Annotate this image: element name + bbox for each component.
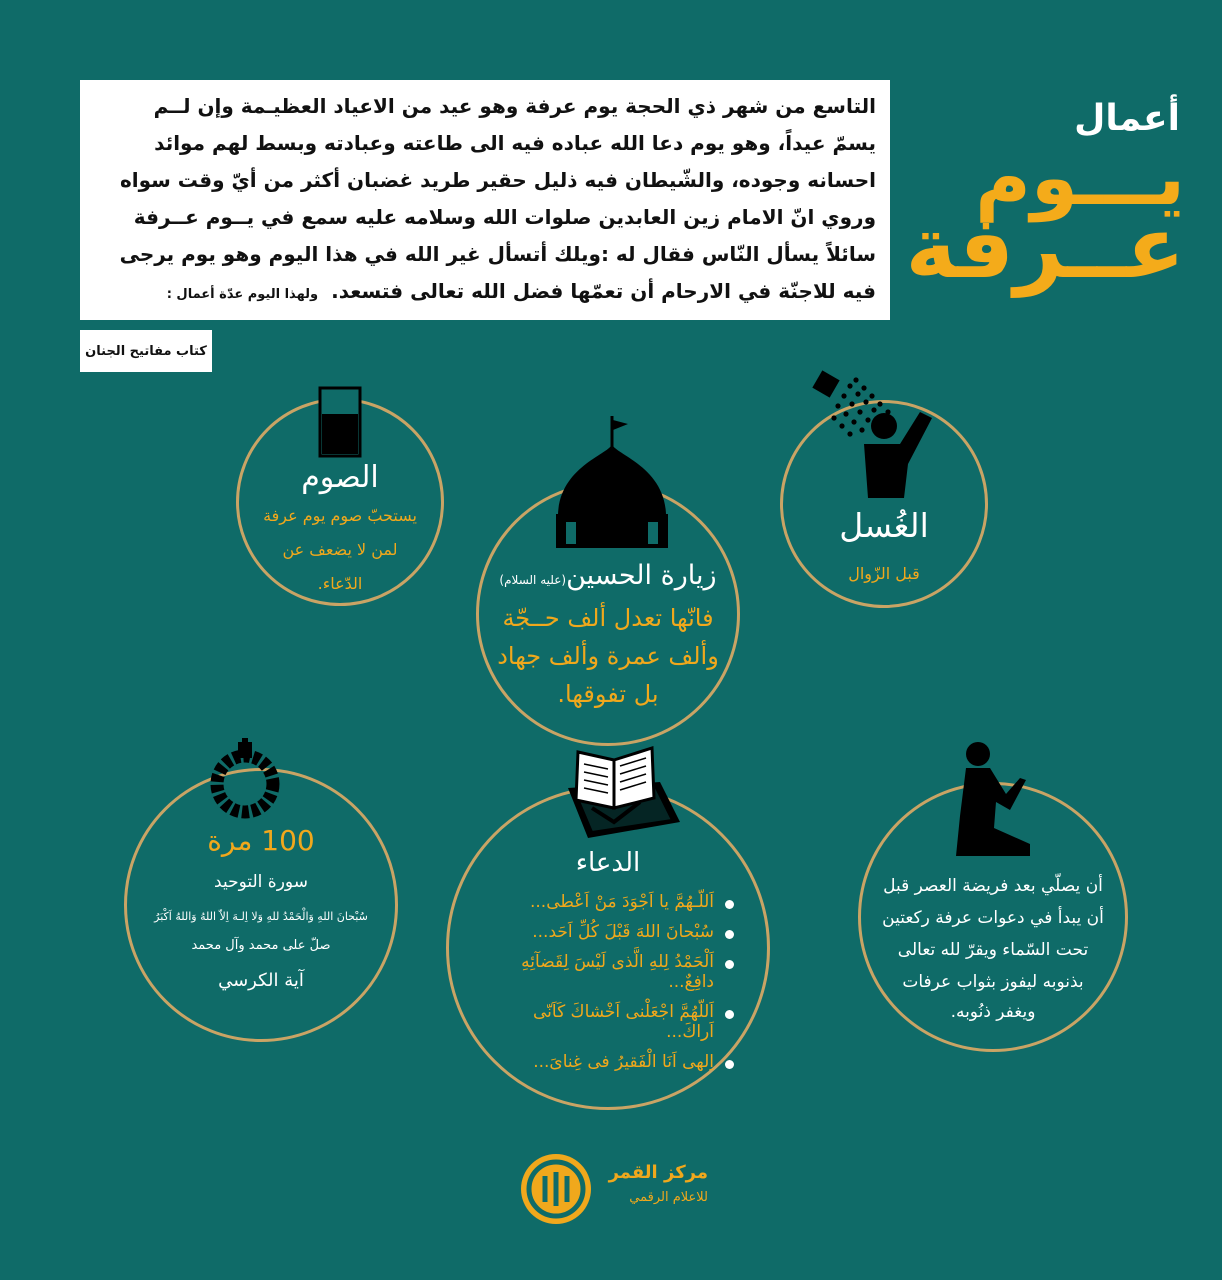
intro-line-6: فيه للاجنّة في الارحام أن تعمّها فضل الله تعالى فتسعد.: [331, 279, 876, 303]
tasbih-count: 100 مرة: [207, 824, 315, 857]
tasbih-tasbihat: سُبْحانَ اللهِ وَالْحَمْدُ للهِ وَلا اِلـهَ اِلاّ اللهُ وَاللهُ اَكْبَرُ: [154, 910, 368, 923]
salat-line: تحت السّماء ويقرّ لله تعالى: [897, 940, 1089, 960]
salat-line: أن يصلّي بعد فريضة العصر قبل: [883, 876, 1103, 896]
logo-emblem-icon: [519, 1152, 593, 1226]
source-tag: كتاب مفاتيح الجنان: [80, 330, 212, 372]
title-prefix: أعمال: [1074, 98, 1180, 139]
sawm-title: الصوم: [301, 460, 379, 495]
tasbih-salawat: صلّ على محمد وآل محمد: [191, 938, 331, 953]
intro-trailing-note: ولهذا اليوم عدّة أعمال :: [166, 287, 319, 302]
dua-title: الدعاء: [575, 848, 641, 878]
dua-item: اَلْحَمْدُ لِلهِ الَّذى لَيْسَ لِقَضآئِهِ دافِعٌ...: [508, 952, 734, 992]
dua-item: سُبْحانَ اللهَ قَبْلَ كُلِّ اَحَد...: [508, 922, 734, 942]
ziyara-title-row: [486, 560, 730, 591]
salat-line: بذنوبه ليفوز بثواب عرفات: [902, 972, 1084, 992]
glass-icon: [318, 386, 362, 458]
logo-tagline: للاعلام الرقمي: [629, 1190, 708, 1205]
intro-line: احسانه وجوده، والشّيطان فيه ذليل حقير طريد غضبان أكثر من أيّ وقت سواه: [119, 168, 876, 192]
intro-line: التاسع من شهر ذي الحجة يوم عرفة وهو عيد من الاعياد العظيـمة وإن لــم: [153, 94, 876, 118]
ziyara-line: فانّها تعدل ألف حــجّة: [502, 604, 714, 632]
prayer-beads-icon: [202, 738, 288, 824]
intro-box: [80, 80, 890, 320]
sawm-line: يستحبّ صوم يوم عرفة: [263, 506, 417, 525]
shower-icon: [808, 368, 948, 508]
dua-item: اِلهى اَنَا الْفَقيرُ فى غِناىَ...: [508, 1052, 734, 1072]
dua-list: [508, 892, 734, 1082]
praying-person-icon: [948, 740, 1038, 858]
dua-item: اَللّهُمَّ اجْعَلْنى اَخْشاكَ كَاَنّى اَراكَ...: [508, 1002, 734, 1042]
intro-line: وروي انّ الامام زين العابدين صلوات الله وسلامه عليه سمع في يــوم عــرفة: [133, 205, 876, 229]
dome-icon: [552, 414, 672, 550]
ghusl-subtitle: قبل الزّوال: [848, 564, 920, 583]
ziyara-title: زيارة الحسين: [566, 560, 717, 591]
title-line-1: يـــوم: [975, 133, 1185, 222]
intro-line: سائلاً يسأل النّاس فقال له :ويلك أتسأل غير الله في هذا اليوم وهو يوم يرجى: [119, 242, 876, 266]
logo-name: مركز القمر: [608, 1162, 708, 1183]
title-line-2: عــرفة: [905, 198, 1185, 298]
dua-item: اَللّـهُمَّ يا اَجْوَدَ مَنْ اَعْطى...: [508, 892, 734, 912]
intro-line-last: [94, 273, 876, 313]
quran-icon: [548, 742, 684, 842]
ziyara-line: وألف عمرة وألف جهاد: [497, 642, 719, 670]
tasbih-ayat: آية الكرسي: [218, 970, 304, 991]
sawm-line: لمن لا يضعف عن: [282, 540, 398, 559]
sawm-line: الدّعاء.: [317, 574, 363, 593]
ziyara-honorific: (عليه السلام): [499, 573, 567, 587]
ghusl-title: الغُسل: [839, 506, 929, 545]
ziyara-line: بل تفوقها.: [557, 680, 659, 708]
intro-line: يسمّ عيداً، وهو يوم دعا الله عباده فيه الى طاعته وعبادته وبسط لهم موائد: [154, 131, 876, 155]
tasbih-surah: سورة التوحيد: [214, 872, 308, 892]
salat-line: أن يبدأ في دعوات عرفة ركعتين: [882, 908, 1104, 928]
salat-line: ويغفر ذنُوبه.: [950, 1002, 1036, 1022]
